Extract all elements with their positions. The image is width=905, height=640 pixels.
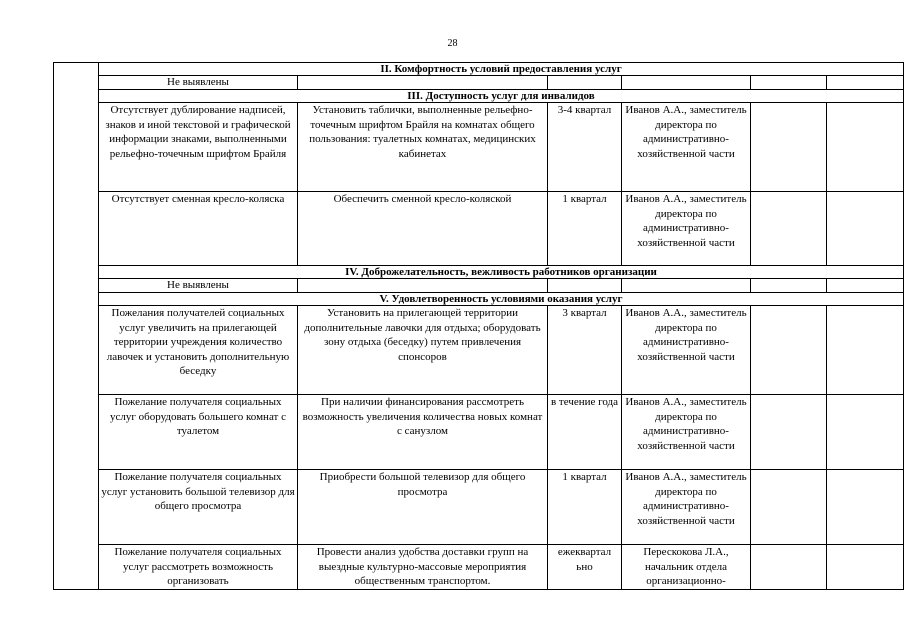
result-cell — [751, 103, 827, 192]
section-heading-comfort: II. Комфортность условий предоставления услуг — [99, 63, 904, 76]
table-row — [54, 76, 904, 90]
left-margin-column — [54, 63, 99, 590]
date-cell — [827, 103, 904, 192]
problem-cell: Пожелание получателя социальных услуг оборудовать большего комнат с туалетом — [99, 395, 298, 470]
table-row — [54, 395, 904, 470]
measure-cell: Установить на прилегающей территории дополнительные лавочки для отдыха; оборудовать зону отдыха (беседку) путем привлечения спонсоров — [298, 306, 548, 395]
measure-cell: Обеспечить сменной кресло-коляской — [298, 192, 548, 266]
measure-cell: Установить таблички, выполненные рельефно-точечным шрифтом Брайля на комнатах общего пользования: туалетных комнатах, медицинских кабинетах — [298, 103, 548, 192]
date-cell — [827, 306, 904, 395]
term-cell: в течение года — [548, 395, 622, 470]
term-cell: 1 квартал — [548, 470, 622, 545]
problem-cell: Не выявлены — [99, 76, 298, 90]
result-cell — [751, 192, 827, 266]
problem-cell: Отсутствует дублирование надписей, знаков и иной текстовой и графической информации знаками, выполненными рельефно-точечным шрифтом Брайля — [99, 103, 298, 192]
result-cell — [751, 279, 827, 293]
responsible-cell — [622, 279, 751, 293]
term-cell — [548, 279, 622, 293]
result-cell — [751, 395, 827, 470]
responsible-cell: Перескокова Л.А., начальник отдела организационно- — [622, 545, 751, 590]
measure-cell — [298, 279, 548, 293]
table-row — [54, 103, 904, 192]
problem-cell: Не выявлены — [99, 279, 298, 293]
date-cell — [827, 545, 904, 590]
term-cell — [548, 76, 622, 90]
problem-cell: Пожелание получателя социальных услуг установить большой телевизор для общего просмотра — [99, 470, 298, 545]
responsible-cell: Иванов А.А., заместитель директора по административно-хозяйственной части — [622, 192, 751, 266]
date-cell — [827, 192, 904, 266]
problem-cell: Пожелание получателя социальных услуг рассмотреть возможность организовать — [99, 545, 298, 590]
measure-cell — [298, 76, 548, 90]
measure-cell: Приобрести большой телевизор для общего просмотра — [298, 470, 548, 545]
result-cell — [751, 306, 827, 395]
date-cell — [827, 470, 904, 545]
term-cell: 1 квартал — [548, 192, 622, 266]
page-number: 28 — [447, 38, 458, 49]
table-row — [54, 192, 904, 266]
table-row — [54, 279, 904, 293]
result-cell — [751, 545, 827, 590]
result-cell — [751, 76, 827, 90]
date-cell — [827, 279, 904, 293]
table-row — [54, 545, 904, 590]
measure-cell: При наличии финансирования рассмотреть возможность увеличения количества новых комнат с санузлом — [298, 395, 548, 470]
problem-cell: Пожелания получателей социальных услуг увеличить на прилегающей территории учреждения количество лавочек и установить дополнительную беседку — [99, 306, 298, 395]
responsible-cell: Иванов А.А., заместитель директора по административно-хозяйственной части — [622, 395, 751, 470]
term-cell: 3-4 квартал — [548, 103, 622, 192]
responsible-cell — [622, 76, 751, 90]
section-heading-satisfaction: V. Удовлетворенность условиями оказания услуг — [99, 293, 904, 306]
responsible-cell: Иванов А.А., заместитель директора по административно-хозяйственной части — [622, 470, 751, 545]
section-heading-accessibility: III. Доступность услуг для инвалидов — [99, 90, 904, 103]
responsible-cell: Иванов А.А., заместитель директора по административно-хозяйственной части — [622, 103, 751, 192]
table-row — [54, 306, 904, 395]
term-cell: ежеквартал ьно — [548, 545, 622, 590]
responsible-cell: Иванов А.А., заместитель директора по административно-хозяйственной части — [622, 306, 751, 395]
problem-cell: Отсутствует сменная кресло-коляска — [99, 192, 298, 266]
section-heading-courtesy: IV. Доброжелательность, вежливость работников организации — [99, 266, 904, 279]
term-cell: 3 квартал — [548, 306, 622, 395]
date-cell — [827, 76, 904, 90]
improvement-plan-table — [53, 62, 904, 590]
result-cell — [751, 470, 827, 545]
date-cell — [827, 395, 904, 470]
measure-cell: Провести анализ удобства доставки групп на выездные культурно-массовые мероприятия общественным транспортом. — [298, 545, 548, 590]
table-row — [54, 470, 904, 545]
